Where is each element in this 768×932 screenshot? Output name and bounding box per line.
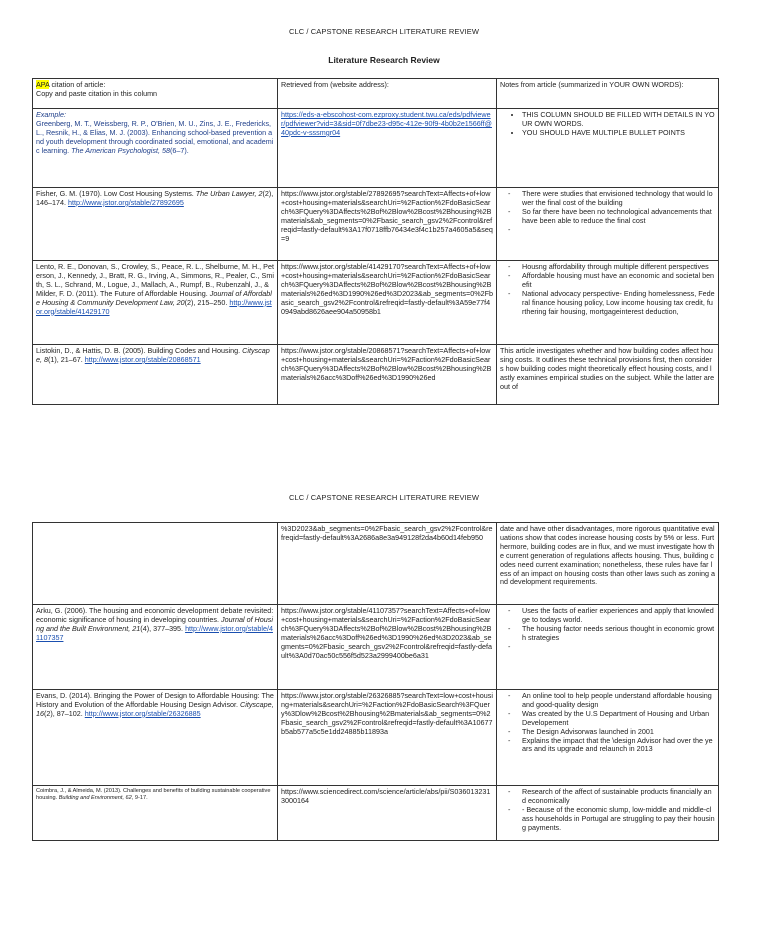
citation-cell: [33, 188, 278, 261]
note-item: - So far there have been no technological advancements that have been able to reduce the final cost: [522, 208, 715, 226]
citation-cell: [33, 109, 278, 188]
column-header-citation: [33, 79, 278, 109]
citation-journal: The Urban Lawyer, 2: [195, 189, 263, 198]
table-row: [33, 690, 719, 786]
page-header: CLC / CAPSTONE RESEARCH LITERATURE REVIEW: [288, 493, 480, 502]
note-item: - The Design Advisorwas launched in 2001: [522, 728, 715, 737]
source-link[interactable]: https://eds-a-ebscohost-com.ezproxy.student.twu.ca/eds/pdfviewer/pdfviewer?vid=3&sid=0f7dbe23-d95c-412e-90f9-4b0b2e1566ff@40pdc-v-sssmgr04: [281, 110, 492, 137]
citation-journal: Cityscape, 16: [36, 699, 274, 718]
citation-text: Listokin, D., & Hattis, D. B. (2005). Building Codes and Housing.: [36, 346, 243, 355]
notes-cell: [497, 605, 719, 690]
citation-issue: (6–7).: [169, 145, 189, 155]
column-header-url: Retrieved from (website address):: [278, 79, 497, 109]
citation-link[interactable]: http://www.jstor.org/stable/27892695: [67, 197, 184, 207]
citation-issue: (2), 215–250.: [184, 297, 230, 307]
table-row: [33, 786, 719, 841]
citation-issue: (2), 146–174.: [36, 189, 274, 207]
citation-text: Fisher, G. M. (1970). Low Cost Housing Systems.: [36, 189, 196, 198]
url-cell: https://www.jstor.org/stable/41429170?searchText=Affects+of+low+cost+housing+materials&searchUri=%2Faction%2FdoBasicSearch%3FQuery%3DAffects%2Bof%2Blow%2Bcost%2Bhousing%2Bmaterials%26ed%3D1990%26ed%3D2023&ab_segments=0%2Fbasic_search_gsv2%2Fcontrol&refreqid=fastly-default%3A59e77f40949abd8626aee904a50958b1: [278, 261, 497, 345]
note-item: - Was created by the U.S Department of Housing and Urban Developement: [522, 710, 715, 728]
url-cell: https://www.jstor.org/stable/41107357?searchText=Affects+of+low+cost+housing+materials&searchUri=%2Faction%2FdoBasicSearch%3FQuery%3DAffects%2Bof%2Blow%2Bcost%2Bhousing%2Bmaterials%26acc%3Doff%26ed%3D1990%26ed%3D2023&ab_segments=0%2Fbasic_search_gsv2%2Fcontrol&refreqid=fastly-default%3A0d70ac50c556f5d523a2999400be6a31: [278, 605, 497, 690]
citation-journal: Journal of Affordable Housing & Community Development Law, 20: [36, 288, 272, 307]
url-cell: https://www.sciencedirect.com/science/article/abs/pii/S0360132313000164: [278, 786, 497, 841]
document-title: Literature Research Review: [328, 55, 440, 65]
citation-journal: The American Psychologist, 58: [71, 145, 170, 155]
note-item: • YOU SHOULD HAVE MULTIPLE BULLET POINTS: [522, 129, 715, 138]
citation-journal: Journal of Housing and the Built Environment, 21: [36, 614, 273, 633]
citation-cell: [33, 523, 278, 605]
page-header: CLC / CAPSTONE RESEARCH LITERATURE REVIEW: [288, 27, 480, 36]
table-row: [33, 345, 719, 405]
column-header-citation-text: citation of article:: [49, 80, 106, 89]
note-item: - National advocacy perspective- Ending homelessness, Federal finance housing policy, Low income housing tax credit, furthering fair housing, mortgageinterest deduction,: [522, 290, 715, 317]
url-cell: https://www.jstor.org/stable/27892695?searchText=Affects+of+low+cost+housing+materials&searchUri=%2Faction%2FdoBasicSearch%3FQuery%3DAffects%2Bof%2Blow%2Bcost%2Bhousing%2Bmaterials&ab_segments=0%2Fbasic_search_gsv2%2Fcontrol&refreqid=fastly-default%3A17f0718ffb76434e3f4c1b257a4605a5&seq=9: [278, 188, 497, 261]
table-row: [33, 605, 719, 690]
note-item: - Affordable housing must have an economic and societal benefit: [522, 272, 715, 290]
column-header-citation-instruction: Copy and paste citation in this column: [36, 88, 158, 98]
citation-issue: , 9-17.: [131, 795, 148, 802]
column-header-notes: Notes from article (summarized in YOUR OWN WORDS):: [497, 79, 719, 109]
url-cell: %3D2023&ab_segments=0%2Fbasic_search_gsv2%2Fcontrol&refreqid=fastly-default%3A2686a8e3a949128f2da4b60d14feb950: [278, 523, 497, 605]
note-item: - An online tool to help people understand affordable housing and good-quality design: [522, 692, 715, 710]
table-row-example: [33, 109, 719, 188]
url-cell: [278, 109, 497, 188]
note-item: • THIS COLUMN SHOULD BE FILLED WITH DETAILS IN YOUR OWN WORDS.: [522, 111, 715, 129]
notes-cell: [497, 786, 719, 841]
example-label: Example:: [36, 110, 66, 119]
citation-issue: (1), 21–67.: [48, 354, 85, 364]
citation-text: Arku, G. (2006). The housing and economic development debate revisited: economic significance of housing in developing countries.: [36, 606, 274, 624]
note-item: - The housing factor needs serious thought in economic growth strategies: [522, 625, 715, 643]
citation-text: Lento, R. E., Donovan, S., Crowley, S., Peace, R. L., Shelburne, M. H., Peterson, J., Kennedy, J., Bratt, R. G., Irving, A., Simmons, R., Pealer, C., Smith, S. L., Schrand, M., Logue, J., Mallach, A., Rumpf, B., Rubenzahl, J., & Milder, F. D. (2011). The Future of Affordable Housing.: [36, 262, 274, 298]
notes-cell: [497, 188, 719, 261]
header-row: [33, 79, 719, 109]
citation-text: Coimbra, J., & Almeida, M. (2013). Challenges and benefits of building sustainable cooperative housing.: [36, 788, 271, 802]
citation-link[interactable]: http://www.jstor.org/stable/26326885: [84, 708, 201, 718]
apa-highlight: APA: [36, 80, 50, 89]
citation-link[interactable]: http://www.jstor.org/stable/41429170: [36, 297, 272, 316]
notes-cell: [497, 261, 719, 345]
note-item: - Uses the facts of earlier experiences and apply that knowledge to todays world.: [522, 607, 715, 625]
citation-text: Evans, D. (2014). Bringing the Power of Design to Affordable Housing: The History and Evolution of the Affordable Housing Design Advisor.: [36, 691, 274, 709]
notes-cell: [497, 109, 719, 188]
literature-table-page-1: [32, 78, 719, 405]
citation-cell: [33, 605, 278, 690]
note-item: - Explains the impact that the \design Advisor had over the years and its upgrade and relaunch in 2013: [522, 737, 715, 755]
citation-text: Greenberg, M. T., Weissberg, R. P., O'Brien, M. U., Zins, J. E., Fredericks, L., Resnik, H., & Elias, M. J. (2003). Enhancing school-based prevention and youth development through coordinated social, emotional, and academic learning.: [36, 118, 274, 155]
notes-cell: This article investigates whether and how building codes affect housing costs. It outlines these technical provisions first, then considers how building codes might theoretically effect housing costs, and lastly examines empirical studies on the subject. While the latter are out of: [497, 345, 719, 405]
note-item: - - Because of the economic slump, low-middle and middle-class households in Portugal are struggling to pay their housing payments.: [522, 806, 715, 833]
citation-issue: (4), 377–395.: [140, 623, 186, 633]
citation-journal: Cityscape, 8: [36, 346, 270, 364]
citation-cell: [33, 786, 278, 841]
notes-cell: date and have other disadvantages, more rigorous quantitative evaluations show that codes increase housing costs by 5% or less. Furthermore, building codes are in flux, and we must investigate how the current generation of regulations affects housing. Thus, building codes need current examination; nonetheless, these rules have far less of an impact on housing costs than other laws such as zoning and development requirements.: [497, 523, 719, 605]
citation-cell: [33, 690, 278, 786]
table-row: [33, 188, 719, 261]
citation-link[interactable]: http://www.jstor.org/stable/20868571: [84, 354, 201, 364]
note-item: - Housng affordability through multiple different perspectives: [522, 263, 715, 272]
citation-link[interactable]: http://www.jstor.org/stable/41107357: [36, 623, 273, 642]
notes-cell: [497, 690, 719, 786]
citation-journal: Building and Environment, 62: [58, 795, 132, 802]
note-item: - Research of the affect of sustainable products financially and economically: [522, 788, 715, 806]
note-item: [522, 226, 715, 235]
table-row: [33, 261, 719, 345]
note-item: [522, 643, 715, 652]
url-cell: https://www.jstor.org/stable/26326885?searchText=low+cost+housing+materials&searchUri=%2Faction%2FdoBasicSearch%3FQuery%3Dlow%2Bcost%2Bhousing%2Bmaterials&ab_segments=0%2Fbasic_search_gsv2%2Fcontrol&refreqid=fastly-default%3A10677b5ab577a5c5e1dd24885b11893a: [278, 690, 497, 786]
citation-issue: (2), 87–102.: [44, 708, 85, 718]
literature-table-page-2: [32, 522, 719, 841]
table-row: [33, 523, 719, 605]
citation-cell: [33, 261, 278, 345]
note-item: - There were studies that envisioned technology that would lower the final cost of the building: [522, 190, 715, 208]
citation-cell: [33, 345, 278, 405]
url-cell: https://www.jstor.org/stable/20868571?searchText=Affects+of+low+cost+housing+materials&searchUri=%2Faction%2FdoBasicSearch%3FQuery%3DAffects%2Bof%2Blow%2Bcost%2Bhousing%2Bmaterials%26acc%3Doff%26ed%3D1990%26ed: [278, 345, 497, 405]
